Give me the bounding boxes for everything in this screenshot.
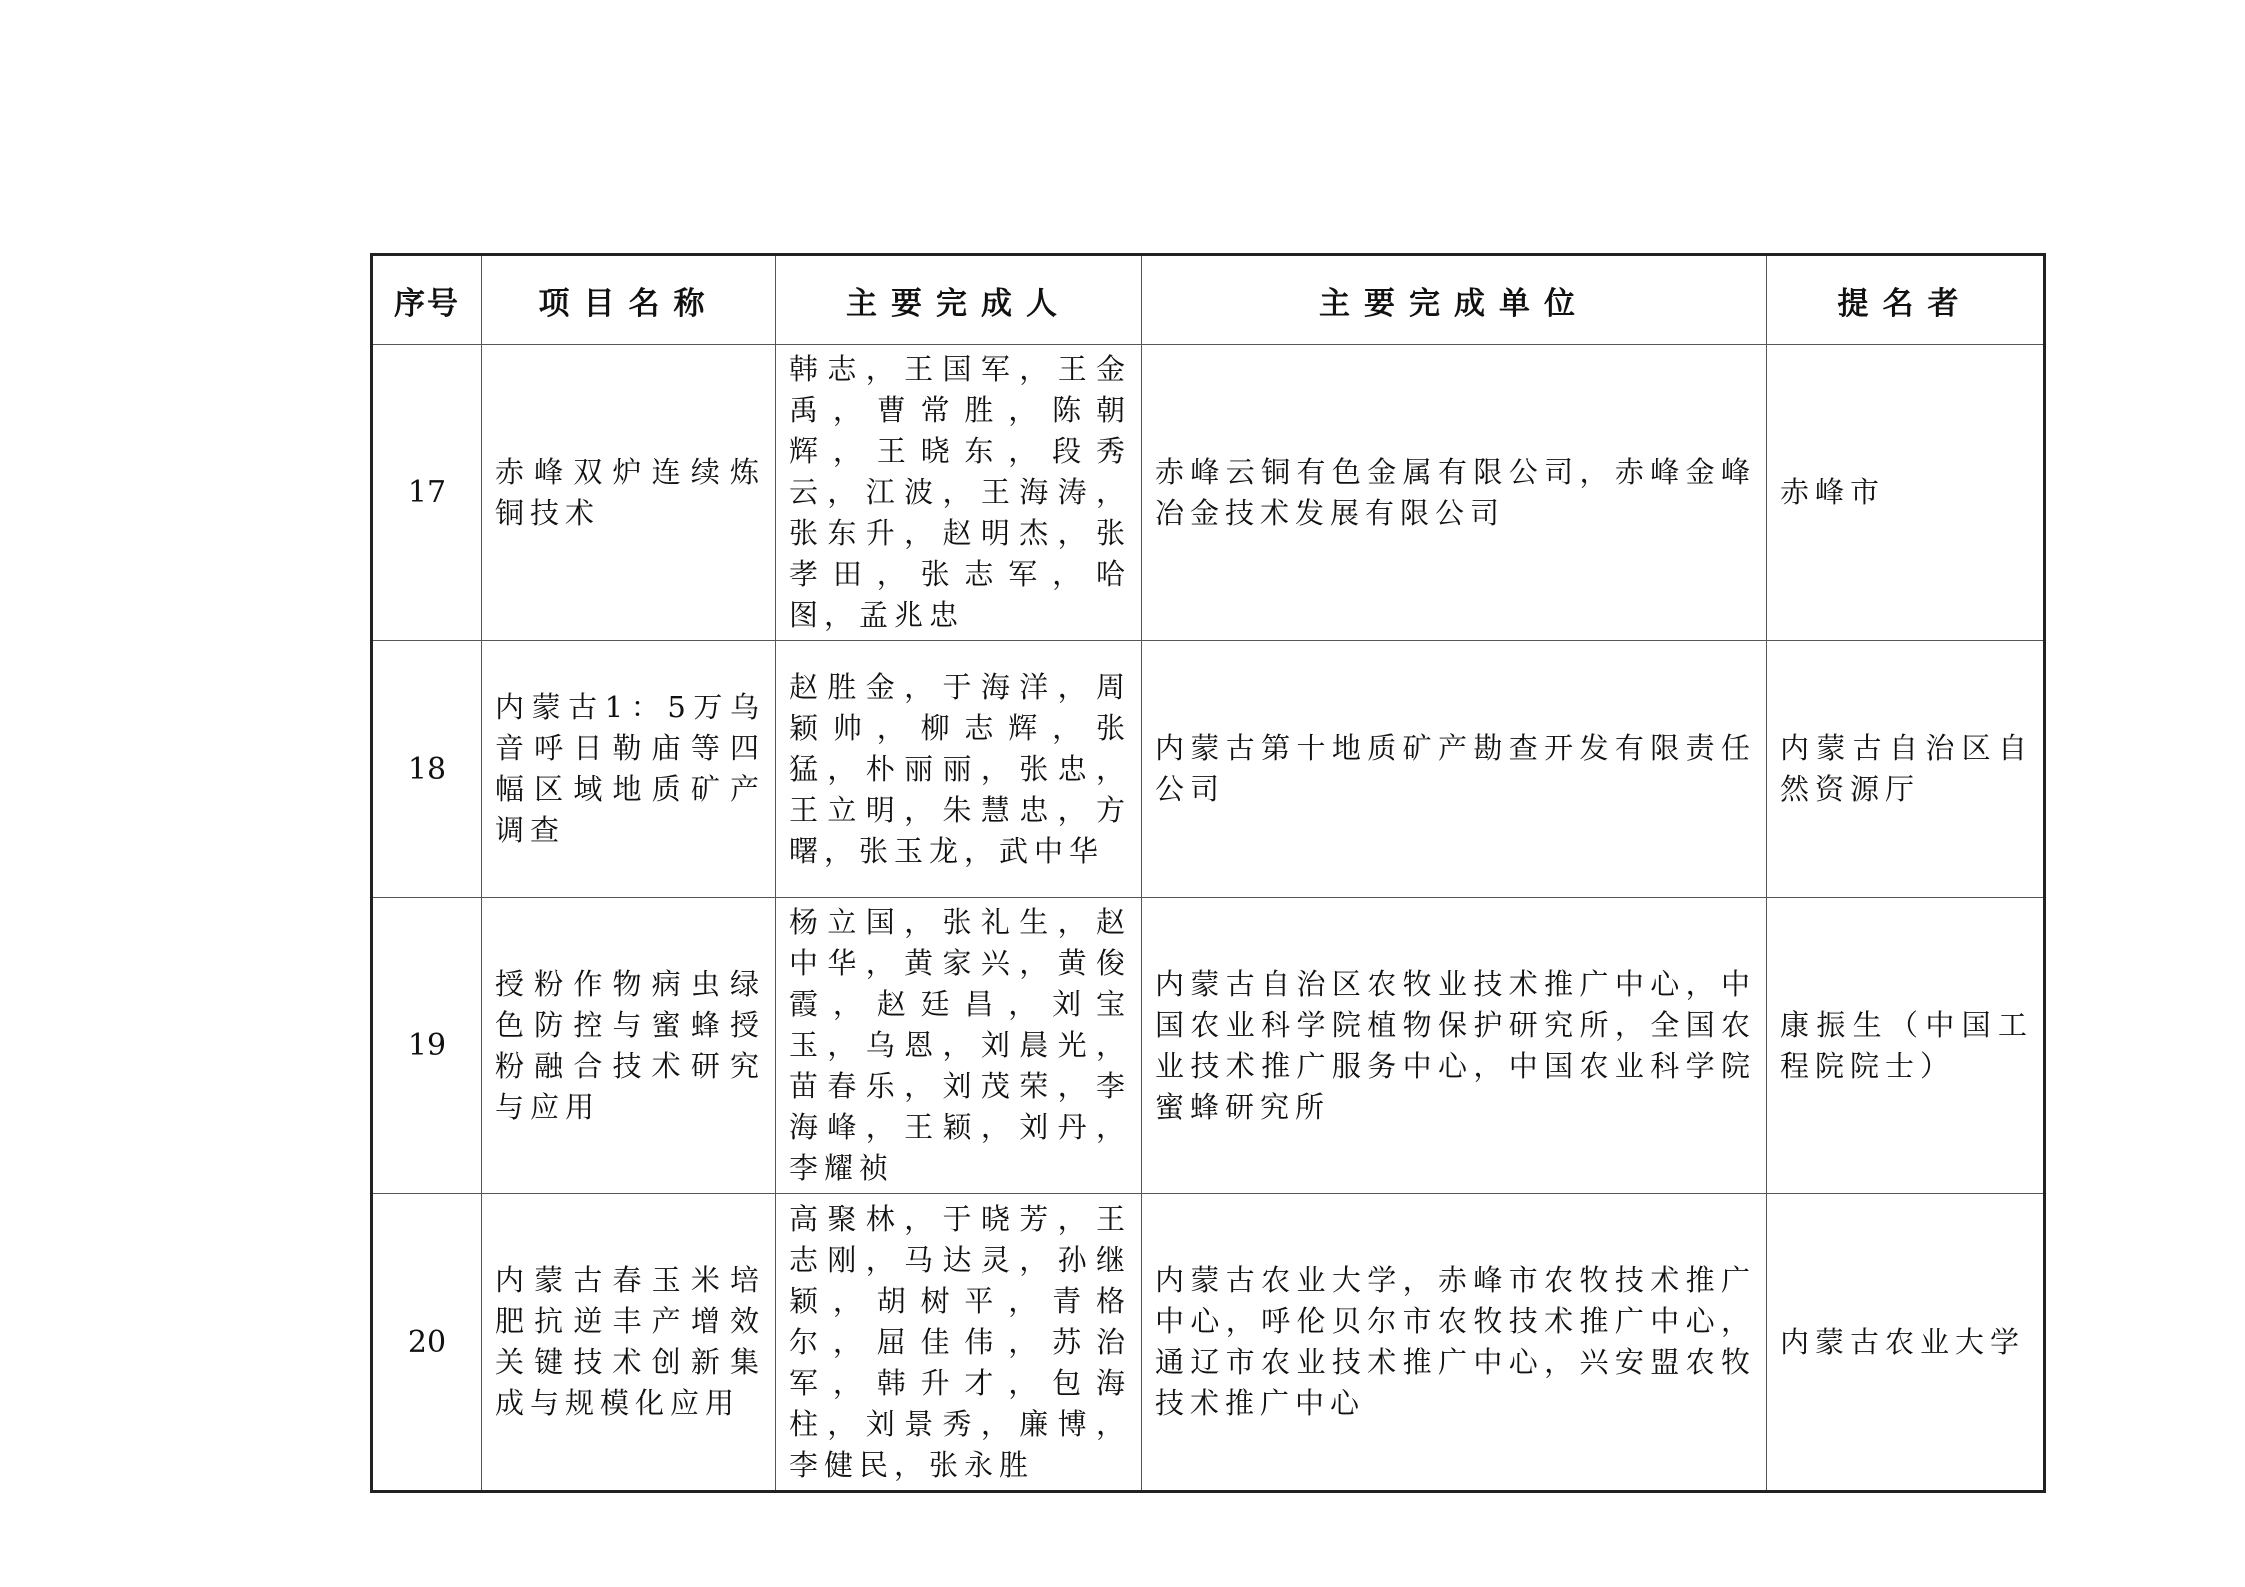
table-header bbox=[372, 255, 2045, 345]
nominator: 康振生（中国工程院院士） bbox=[1767, 898, 2045, 1194]
project-name: 内蒙古春玉米培肥抗逆丰产增效关键技术创新集成与规模化应用 bbox=[482, 1194, 776, 1492]
main-persons: 杨立国，张礼生，赵中华，黄家兴，黄俊霞，赵廷昌，刘宝玉，乌恩，刘晨光，苗春乐，刘茂荣，李海峰，王颖，刘丹，李耀祯 bbox=[776, 898, 1142, 1194]
main-units: 内蒙古农业大学，赤峰市农牧技术推广中心，呼伦贝尔市农牧技术推广中心，通辽市农业技术推广中心，兴安盟农牧技术推广中心 bbox=[1142, 1194, 1767, 1492]
main-units: 内蒙古第十地质矿产勘查开发有限责任公司 bbox=[1142, 641, 1767, 898]
header-persons: 主要完成人 bbox=[776, 255, 1142, 345]
row-number: 17 bbox=[372, 345, 482, 641]
header-units: 主要完成单位 bbox=[1142, 255, 1767, 345]
nominator: 内蒙古自治区自然资源厅 bbox=[1767, 641, 2045, 898]
main-persons: 高聚林，于晓芳，王志刚，马达灵，孙继颖，胡树平，青格尔，屈佳伟，苏治军，韩升才，包海柱，刘景秀，廉博，李健民，张永胜 bbox=[776, 1194, 1142, 1492]
header-project: 项目名称 bbox=[482, 255, 776, 345]
row-number: 18 bbox=[372, 641, 482, 898]
nominator: 赤峰市 bbox=[1767, 345, 2045, 641]
main-units: 赤峰云铜有色金属有限公司，赤峰金峰冶金技术发展有限公司 bbox=[1142, 345, 1767, 641]
table-body bbox=[372, 345, 2045, 1492]
header-row bbox=[372, 255, 2045, 345]
nominator: 内蒙古农业大学 bbox=[1767, 1194, 2045, 1492]
header-no: 序号 bbox=[372, 255, 482, 345]
row-number: 20 bbox=[372, 1194, 482, 1492]
table-row bbox=[372, 898, 2045, 1194]
table-row bbox=[372, 1194, 2045, 1492]
main-units: 内蒙古自治区农牧业技术推广中心，中国农业科学院植物保护研究所，全国农业技术推广服务中心，中国农业科学院蜜蜂研究所 bbox=[1142, 898, 1767, 1194]
row-number: 19 bbox=[372, 898, 482, 1194]
main-persons: 赵胜金，于海洋，周颖帅，柳志辉，张猛，朴丽丽，张忠，王立明，朱慧忠，方曙，张玉龙，武中华 bbox=[776, 641, 1142, 898]
table-row bbox=[372, 641, 2045, 898]
project-name: 赤峰双炉连续炼铜技术 bbox=[482, 345, 776, 641]
awards-table bbox=[370, 253, 2046, 1493]
project-name: 内蒙古1：5万乌音呼日勒庙等四幅区域地质矿产调查 bbox=[482, 641, 776, 898]
main-persons: 韩志，王国军，王金禹，曹常胜，陈朝辉，王晓东，段秀云，江波，王海涛，张东升，赵明杰，张孝田，张志军，哈图，孟兆忠 bbox=[776, 345, 1142, 641]
table-row bbox=[372, 345, 2045, 641]
project-name: 授粉作物病虫绿色防控与蜜蜂授粉融合技术研究与应用 bbox=[482, 898, 776, 1194]
header-nominator: 提名者 bbox=[1767, 255, 2045, 345]
